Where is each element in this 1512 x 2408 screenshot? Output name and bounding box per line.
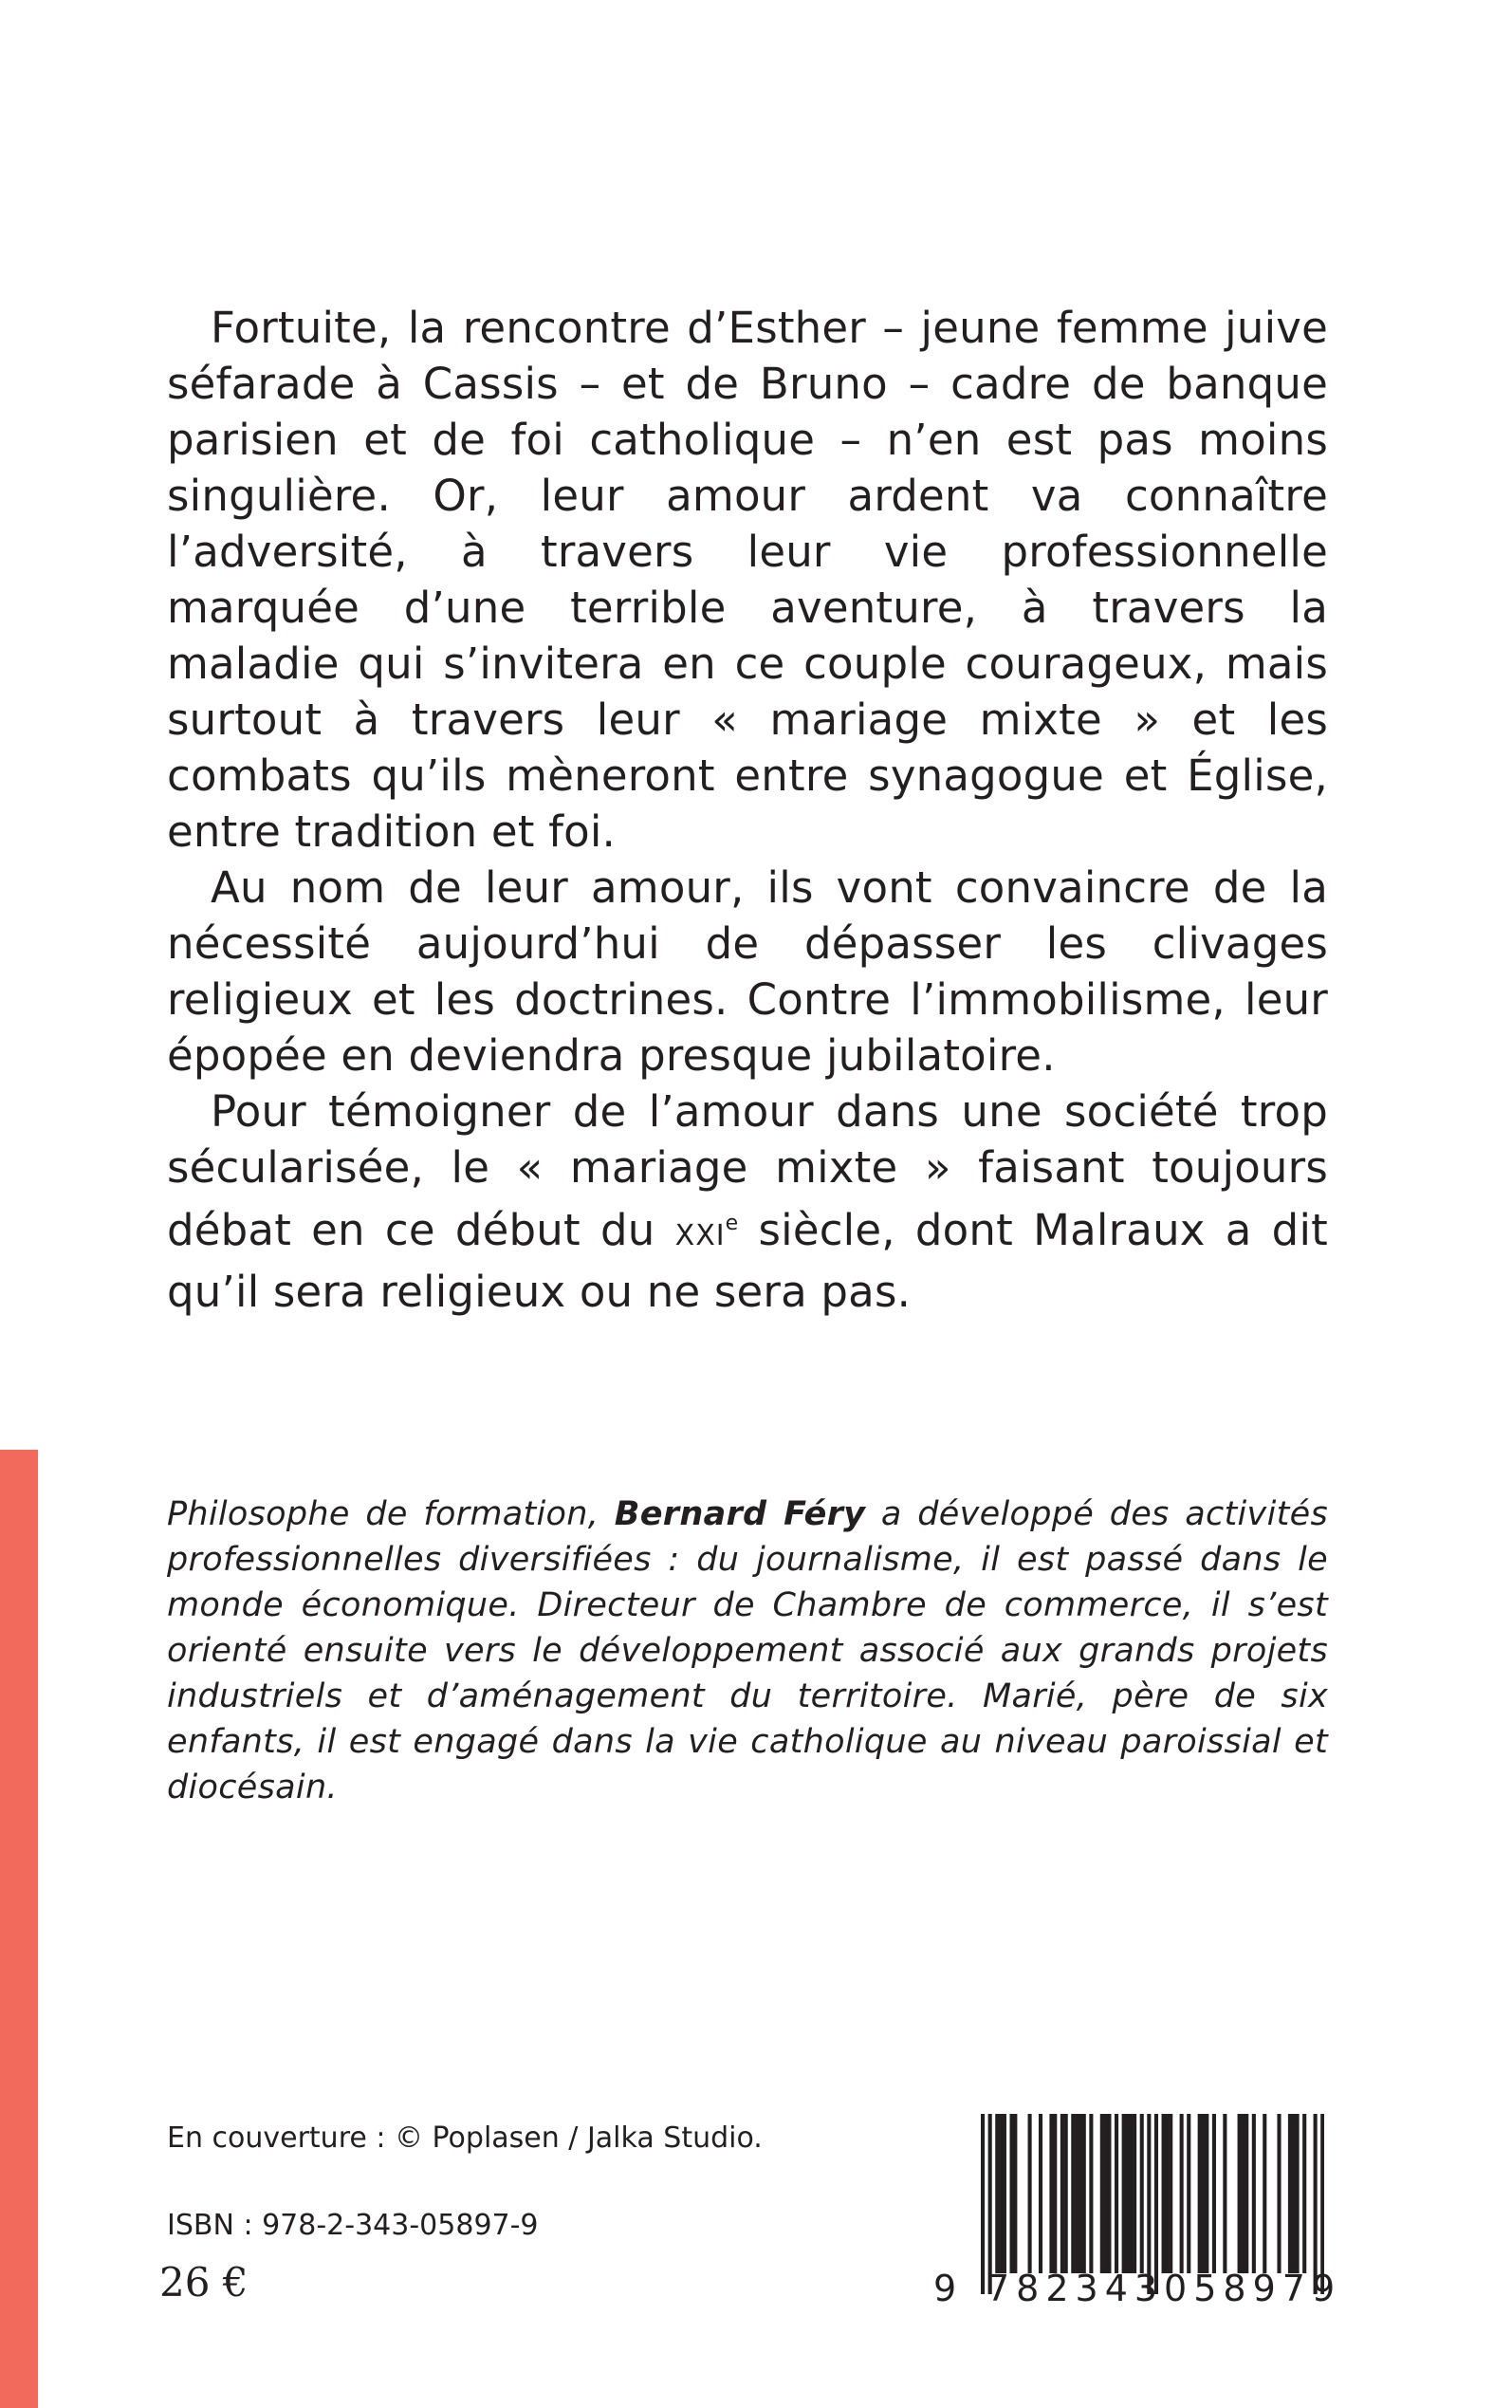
- blurb-text: siècle, dont Malraux a dit qu’il sera religieux ou ne sera pas.: [167, 1205, 1328, 1317]
- barcode-bar: [995, 2114, 999, 2273]
- barcode-bar: [1302, 2114, 1306, 2273]
- blurb-text: Pour témoigner de l’amour dans une société trop sécularisée, le « mariage mixte » faisant toujours débat en ce début du: [167, 1086, 1328, 1255]
- barcode-bar: [1288, 2114, 1292, 2273]
- barcode-bar: [1187, 2114, 1190, 2273]
- barcode-bar: [1165, 2114, 1169, 2273]
- barcode-bar: [1212, 2114, 1216, 2273]
- barcode-bar: [1079, 2114, 1082, 2273]
- barcode-bar: [1263, 2114, 1266, 2273]
- barcode-bar: [1028, 2114, 1032, 2273]
- barcode-bar: [1104, 2114, 1108, 2273]
- century-numeral: XXI: [674, 1219, 726, 1252]
- barcode-bar: [1071, 2114, 1075, 2273]
- barcode-bar: [999, 2114, 1003, 2273]
- barcode-bar: [1241, 2114, 1245, 2273]
- bio-text: a développé des activités professionnelles diversifiées : du journalisme, il est passé dans le monde économique. Directeur de Chambre de commerce, il s’est orienté ensuite vers le développement associé aux grands projets industriels et d’aménagement du territoire. Marié, père de six enfants, il est engagé dans la vie catholique au niveau paroissial et diocésain.: [167, 1495, 1328, 1806]
- barcode-bar: [1277, 2114, 1281, 2273]
- barcode-bar: [981, 2114, 985, 2294]
- back-cover-blurb: [167, 300, 1328, 1320]
- blurb-paragraph: Au nom de leur amour, ils vont convaincre de la nécessité aujourd’hui de dépasser les clivages religieux et les doctrines. Contre l’immobilisme, leur épopée en deviendra presque jubilatoire.: [167, 862, 1328, 1081]
- barcode-bar: [1133, 2114, 1136, 2273]
- barcode-bar: [1205, 2114, 1208, 2273]
- blurb-paragraph: [167, 1084, 1328, 1320]
- barcode-bar: [1296, 2114, 1300, 2273]
- barcode-bar: [1162, 2114, 1166, 2273]
- accent-color-bar: [0, 1450, 38, 2408]
- barcode-bar: [1039, 2114, 1042, 2273]
- author-biography: [167, 1491, 1328, 1810]
- barcode-bar: [1201, 2114, 1205, 2273]
- price-label: 26 €: [159, 2259, 249, 2306]
- bio-text: Philosophe de formation,: [167, 1495, 615, 1533]
- barcode-bar: [1252, 2114, 1256, 2273]
- barcode-bar: [1049, 2114, 1053, 2273]
- barcode-bar: [1107, 2114, 1111, 2273]
- barcode-bar: [1064, 2114, 1068, 2273]
- barcode-bar: [1115, 2114, 1118, 2273]
- barcode-bar: [1013, 2114, 1017, 2273]
- barcode-bar: [1198, 2114, 1202, 2273]
- century-superscript: e: [725, 1212, 739, 1235]
- barcode-bar: [1082, 2114, 1086, 2273]
- barcode-bar: [1125, 2114, 1129, 2273]
- barcode-bar: [1060, 2114, 1064, 2273]
- author-name: Bernard Féry: [614, 1495, 866, 1533]
- barcode-bar: [1223, 2114, 1226, 2273]
- barcode-bar: [1122, 2114, 1126, 2273]
- barcode-bar: [1003, 2114, 1006, 2273]
- barcode-bar: [1089, 2114, 1093, 2273]
- blurb-paragraph: Fortuite, la rencontre d’Esther – jeune femme juive séfarade à Cassis – et de Bruno – cadre de banque parisien et de foi catholique – n’en est pas moins singulière. Or, leur amour ardent va connaître l’adversité, à travers leur vie professionnelle marquée d’une terrible aventure, à travers la maladie qui s’invitera en ce couple courageux, mais surtout à travers leur « mariage mixte » et les combats qu’ils mèneront entre synagogue et Église, entre tradition et foi.: [167, 303, 1328, 857]
- isbn-label: ISBN : 978-2-343-05897-9: [167, 2209, 539, 2242]
- barcode-first-digit: 9: [933, 2268, 957, 2309]
- barcode-bar: [1169, 2114, 1172, 2273]
- barcode-bar: [1100, 2114, 1104, 2273]
- barcode-bar: [1129, 2114, 1133, 2273]
- cover-credit: En couverture : © Poplasen / Jalka Studio.: [167, 2121, 763, 2155]
- barcode-bar: [1245, 2114, 1248, 2273]
- barcode-bar: [1180, 2114, 1184, 2273]
- barcode-digits: 782343058979: [986, 2268, 1342, 2309]
- barcode-bar: [1140, 2114, 1144, 2273]
- barcode-bar: [1009, 2114, 1013, 2273]
- barcode-bar: [1075, 2114, 1079, 2273]
- barcode-bar: [1053, 2114, 1057, 2273]
- barcode-bar: [1238, 2114, 1242, 2273]
- barcode-bar: [1292, 2114, 1296, 2273]
